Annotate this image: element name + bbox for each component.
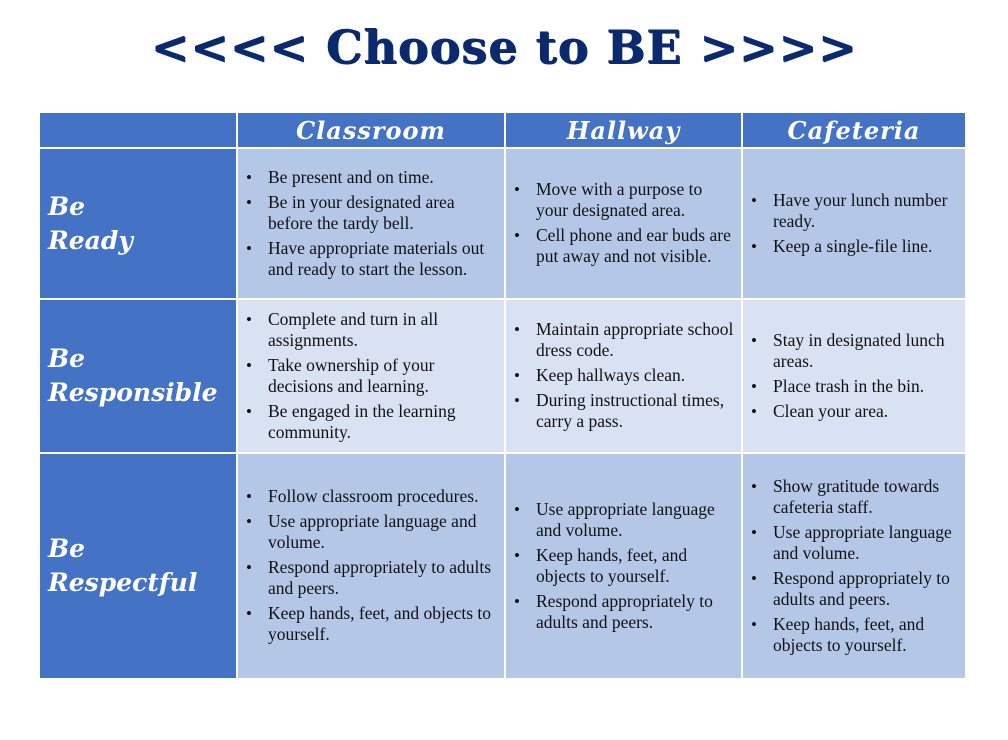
row-be-responsible <box>39 299 966 453</box>
header-corner <box>39 112 237 148</box>
list-item: • Take ownership of your decisions and learning. <box>268 355 504 397</box>
cell-responsible-cafeteria <box>742 299 966 453</box>
cell-ready-hallway <box>505 148 742 299</box>
list-item: • Complete and turn in all assignments. <box>268 309 504 351</box>
row-be-ready <box>39 148 966 299</box>
row-label-line: Respectful <box>48 568 198 597</box>
row-label-line: Be <box>48 534 86 563</box>
row-label-line: Ready <box>48 225 133 255</box>
list-item: • Keep hands, feet, and objects to yourself. <box>536 545 741 587</box>
list-item: • Keep hallways clean. <box>536 365 741 386</box>
list-item: • Show gratitude towards cafeteria staff. <box>773 476 965 518</box>
cell-responsible-classroom <box>237 299 505 453</box>
cell-respectful-cafeteria <box>742 453 966 679</box>
list-item: • Have your lunch number ready. <box>773 190 965 232</box>
list-item: • Be engaged in the learning community. <box>268 401 504 443</box>
list-item: • Use appropriate language and volume. <box>268 511 504 553</box>
list-item: • Be present and on time. <box>268 167 504 188</box>
list-item: • Clean your area. <box>773 401 965 422</box>
page-title: <<<< Choose to BE >>>> <box>150 20 858 74</box>
list-item: • Be in your designated area before the tardy bell. <box>268 192 504 234</box>
row-label-be-ready <box>39 148 237 299</box>
row-label-line: Be <box>48 191 86 221</box>
list-item: • Use appropriate language and volume. <box>773 522 965 564</box>
list-item: • Respond appropriately to adults and peers. <box>536 591 741 633</box>
row-label-be-responsible <box>39 299 237 453</box>
list-item: • Follow classroom procedures. <box>268 486 504 507</box>
list-item: • Place trash in the bin. <box>773 376 965 397</box>
list-item: • Stay in designated lunch areas. <box>773 330 965 372</box>
list-item: • Keep hands, feet, and objects to yourself. <box>773 614 965 656</box>
row-label-be-respectful <box>39 453 237 679</box>
cell-ready-classroom <box>237 148 505 299</box>
list-item: • Keep hands, feet, and objects to yourself. <box>268 603 504 645</box>
list-item: • Move with a purpose to your designated area. <box>536 179 741 221</box>
list-item: • During instructional times, carry a pass. <box>536 390 741 432</box>
header-cafeteria: Cafeteria <box>742 112 966 148</box>
cell-respectful-hallway <box>505 453 742 679</box>
cell-respectful-classroom <box>237 453 505 679</box>
expectations-table <box>38 111 967 680</box>
list-item: • Keep a single-file line. <box>773 236 965 257</box>
header-row <box>39 112 966 148</box>
list-item: • Respond appropriately to adults and peers. <box>268 557 504 599</box>
list-item: • Use appropriate language and volume. <box>536 499 741 541</box>
header-classroom: Classroom <box>237 112 505 148</box>
row-label-line: Be <box>48 344 86 373</box>
list-item: • Maintain appropriate school dress code. <box>536 319 741 361</box>
row-be-respectful <box>39 453 966 679</box>
list-item: • Cell phone and ear buds are put away and not visible. <box>536 225 741 267</box>
list-item: • Respond appropriately to adults and peers. <box>773 568 965 610</box>
row-label-line: Responsible <box>48 378 218 407</box>
cell-ready-cafeteria <box>742 148 966 299</box>
list-item: • Have appropriate materials out and ready to start the lesson. <box>268 238 504 280</box>
header-hallway: Hallway <box>505 112 742 148</box>
cell-responsible-hallway <box>505 299 742 453</box>
